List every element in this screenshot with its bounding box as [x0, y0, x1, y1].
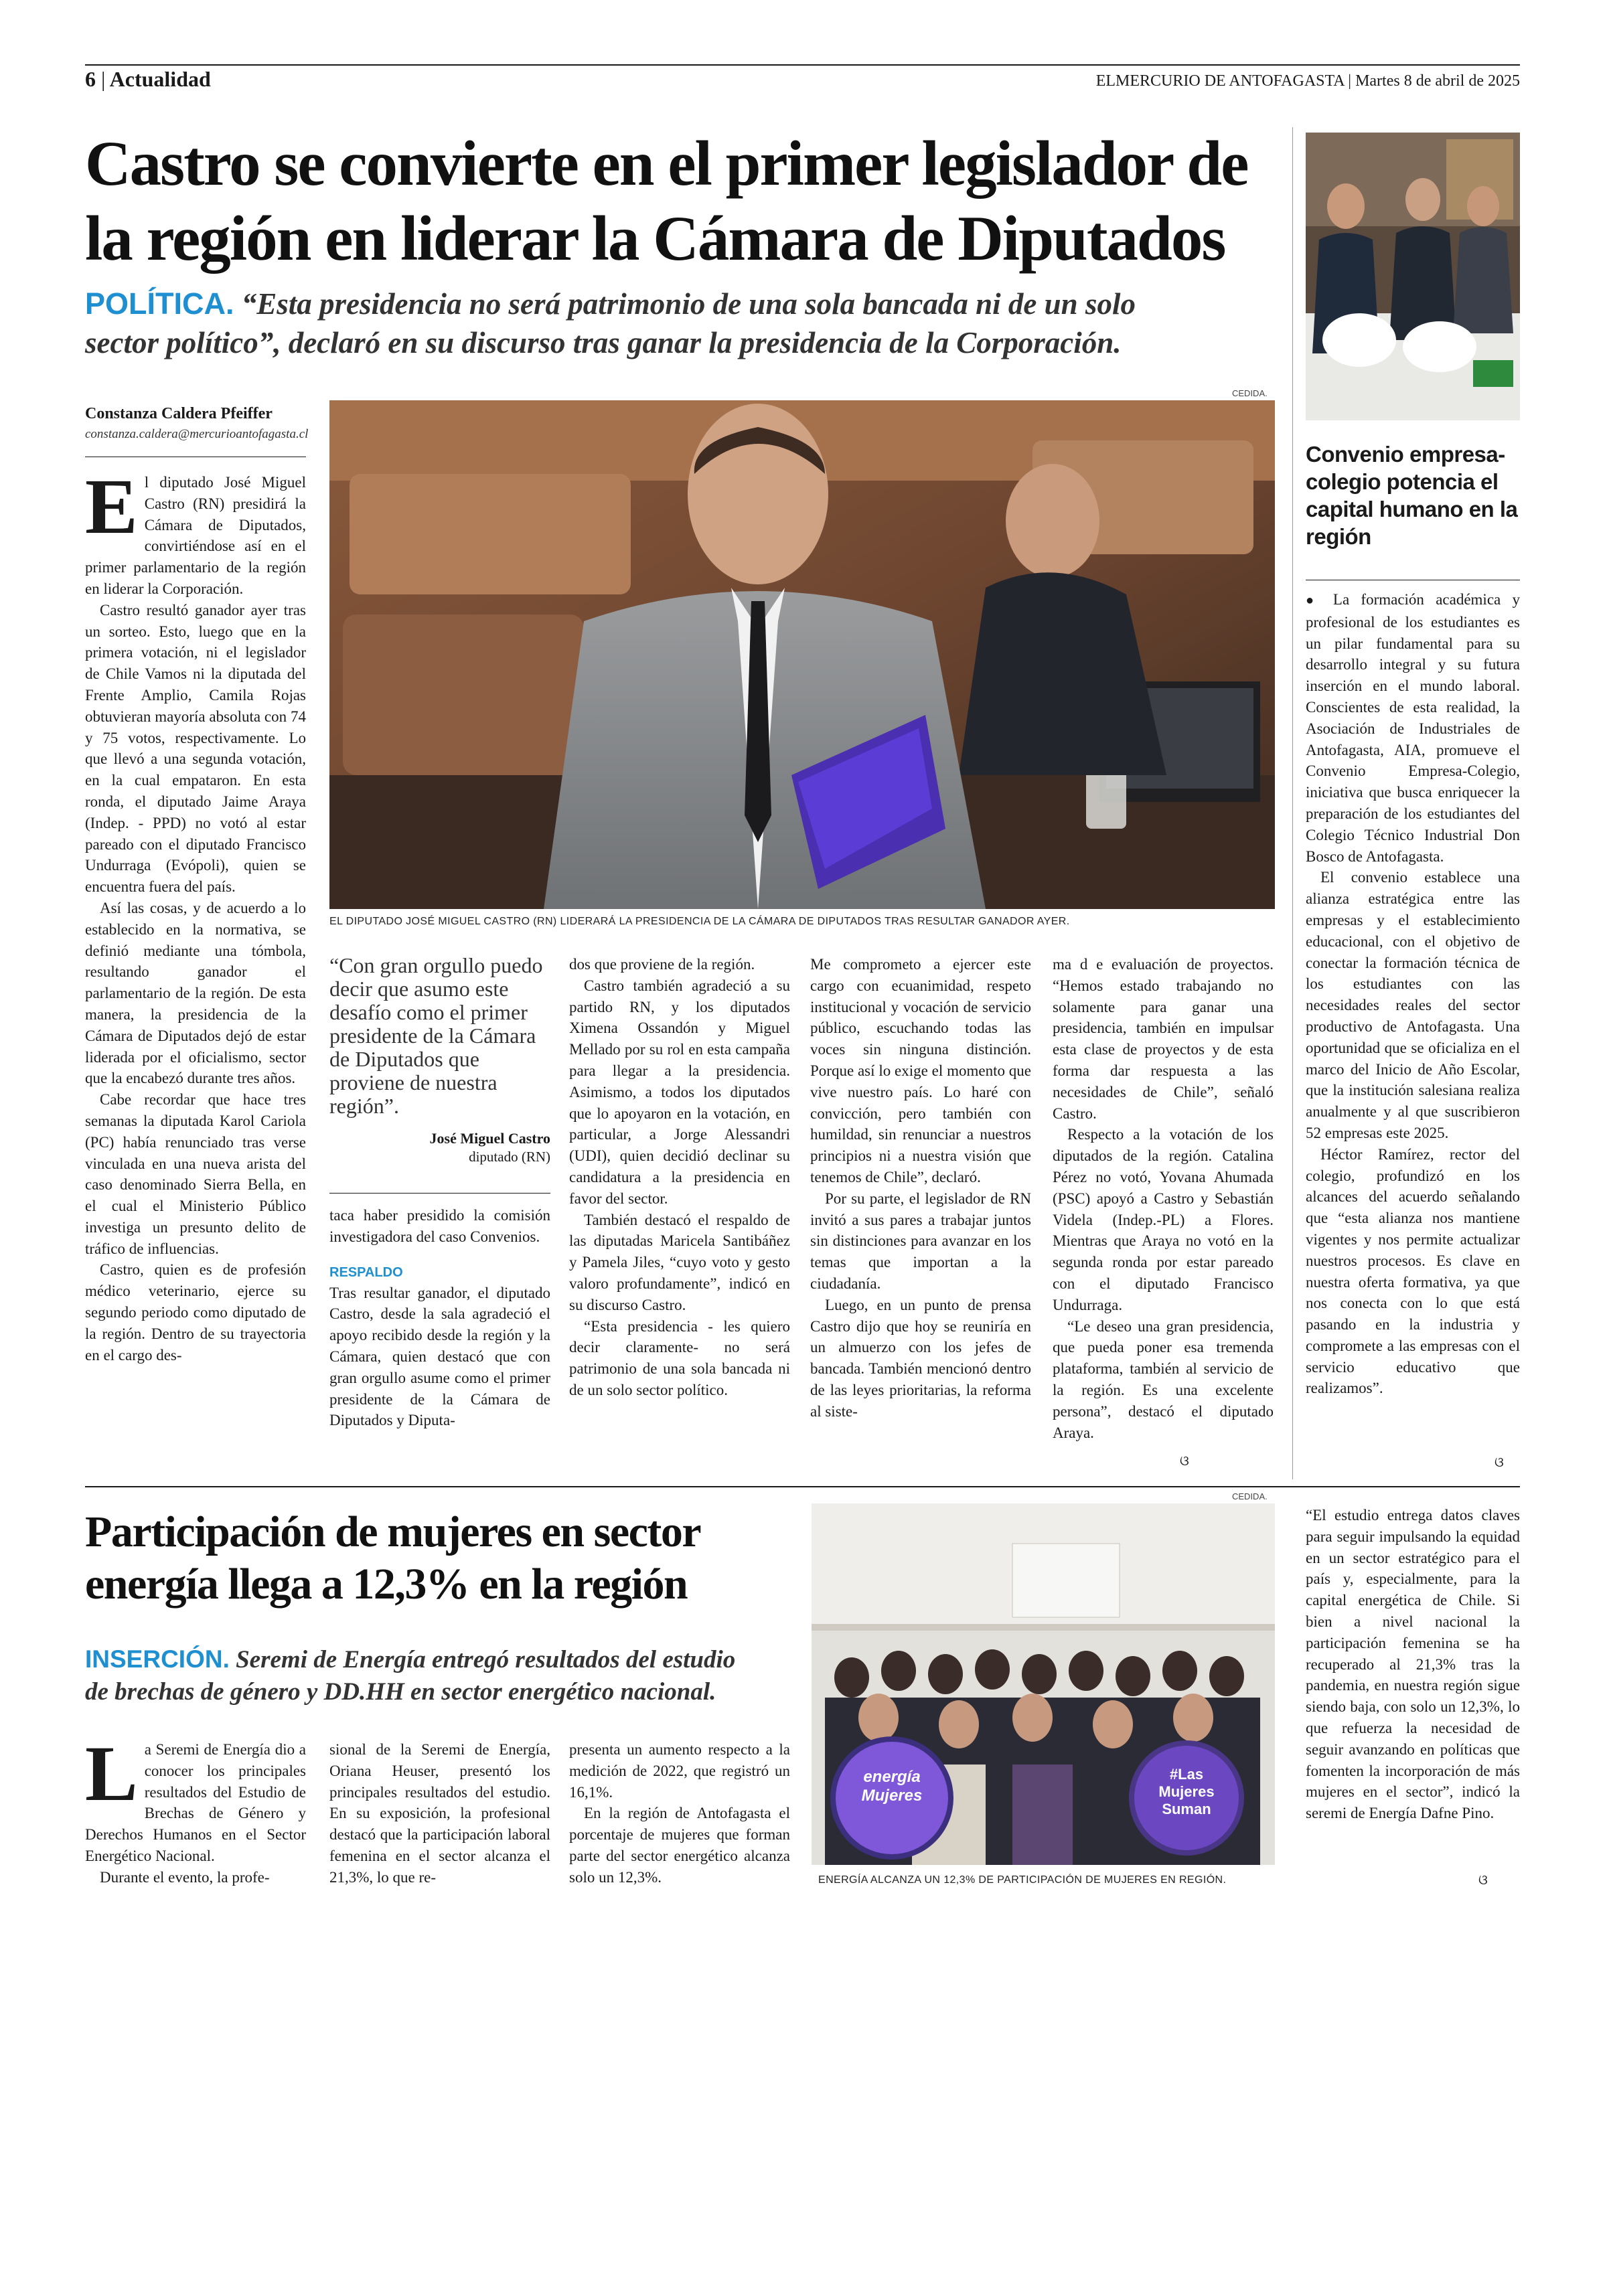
main-col2-after: Tras resultar ganador, el diputado Castro, desde la sala agradeció el apoyo recibido desde la región y la Cámara, quien destacó que con gran orgullo asume como el primer presidente de la Cámara de Diputados y Diputa-	[329, 1284, 550, 1429]
second-photo-credit: CEDIDA.	[1232, 1491, 1268, 1501]
side-column-rule	[1292, 127, 1293, 1479]
main-col4	[810, 954, 1031, 1486]
second-deck-line1: Seremi de Energía entregó resultados del estudio	[236, 1646, 736, 1673]
page-number: 6	[85, 67, 96, 91]
second-headline-line2: energía llega a 12,3% en la región	[85, 1560, 688, 1609]
main-col1	[85, 472, 306, 1483]
second-photo	[812, 1503, 1275, 1865]
main-kicker: POLÍTICA.	[85, 286, 234, 321]
second-col1-p2: Durante el evento, la profe-	[100, 1868, 270, 1886]
second-col3	[569, 1739, 790, 1906]
main-headline-line2: la región en liderar la Cámara de Diputados	[85, 203, 1225, 274]
main-headline	[85, 126, 1277, 276]
second-col2	[329, 1739, 550, 1906]
side-photo	[1306, 133, 1520, 420]
main-col4-p1: Me comprometo a ejercer este cargo con ecuanimidad, respeto institucional y vocación de servicio público, escuchando todas las voces sin ninguna distinción. Porque así lo exige el momento que vive nuestro país. Lo haré con convicción, pero también con humildad, sin renunciar a nuestros principios ni a nuestra visión que tenemos de Chile”, declaró.	[810, 956, 1031, 1185]
second-kicker: INSERCIÓN.	[85, 1645, 230, 1673]
publication-date: Martes 8 de abril de 2025	[1355, 72, 1520, 90]
main-col1-p2: Castro resultó ganador ayer tras un sorteo. Esto, luego que en la primera votación, ni el legislador de Chile Vamos ni la diputada del Frente Amplio, Camila Rojas obtuvieran mayoría absoluta con 74 y 75 votos, respectivamente. Lo que llevó a una segunda votación, en la cual empataron. En esta ronda, el diputado Jaime Araya (Indep. - PPD) no votó al estar pareado con el diputado Francisco Undurraga (Evópoli), quien se encuentra fuera del país.	[85, 601, 306, 896]
second-col1	[85, 1739, 306, 1906]
pull-quote-role: diputado (RN)	[469, 1149, 550, 1165]
second-end-mark-icon: ଓ	[1478, 1872, 1488, 1888]
author-name: Constanza Caldera Pfeiffer	[85, 405, 273, 422]
second-dropcap: L	[85, 1739, 138, 1817]
section-name: Actualidad	[109, 67, 211, 91]
side-p2: El convenio establece una alianza estratégica entre las empresas y el establecimiento educacional, con el objetivo de conectar la formación técnica de los estudiantes con las necesidades reales del sector productivo de Antofagasta. Una oportunidad que se oficializa en el marco del Inicio de Año Escolar, que la institución salesiana realiza anualmente y al que suscribieron 52 empresas este 2025.	[1306, 869, 1520, 1141]
section-divider	[85, 1486, 1520, 1487]
second-photo-caption: ENERGÍA ALCANZA UN 12,3% DE PARTICIPACIÓN DE MUJERES EN REGIÓN.	[818, 1874, 1227, 1886]
convenio-ceremony-photo	[1306, 133, 1520, 420]
main-col5	[1053, 954, 1274, 1486]
main-col3-p4: “Esta presidencia - les quiero decir claramente- no será patrimonio de una sola bancada ni de un solo sector político.	[569, 1317, 790, 1398]
second-deck-line2: de brechas de género y DD.HH en sector energético nacional.	[85, 1678, 716, 1706]
main-col1-p4: Cabe recordar que hace tres semanas la diputada Karol Cariola (PC) había renunciado tras verse vinculada en una nueva arista del caso denominado Sierra Bella, en el cual el Ministerio Público investiga un presunto delito de tráfico de influencias.	[85, 1091, 306, 1257]
second-col2-p1: sional de la Seremi de Energía, Oriana Heuser, presentó los principales resultados del estudio. En su exposición, la profesional destacó que la participación laboral femenina en el sector alcanza el 21,3%, lo que re-	[329, 1741, 550, 1886]
second-col4	[1306, 1505, 1520, 1893]
second-headline	[85, 1506, 795, 1611]
main-col4-p3: Luego, en un punto de prensa Castro dijo que hoy se reuniría en un almuerzo con los jefes de bancada. También mencionó dentro de las leyes prioritarias, la reforma al siste-	[810, 1296, 1031, 1420]
pull-quote-text: “Con gran orgullo puedo decir que asumo este desafío como el primer presidente de la Cámara de Diputados que proviene de nuestra región”.	[329, 953, 543, 1118]
pull-quote	[329, 954, 550, 1165]
second-deck	[85, 1643, 808, 1708]
main-col3	[569, 954, 790, 1486]
main-col2-cont: taca haber presidido la comisión investigadora del caso Convenios.	[329, 1207, 550, 1245]
end-mark-icon: ଓ	[1180, 1453, 1189, 1469]
pull-quote-name: José Miguel Castro	[429, 1130, 550, 1147]
main-col1-p1: l diputado José Miguel Castro (RN) presidirá la Cámara de Diputados, convirtiéndose así en el primer parlamentario de la región en liderar la Corporación.	[85, 474, 306, 597]
main-col3-p3: También destacó el respaldo de las diputadas Maricela Santibáñez y Pamela Jiles, “cuyo voto y gesto valoro profundamente”, indicó en su discurso Castro.	[569, 1211, 790, 1313]
second-col1-p1: a Seremi de Energía dio a conocer los principales resultados del Estudio de Brechas de Género y Derechos Humanos en el Sector Energético Nacional.	[85, 1741, 306, 1864]
bullet-icon: ●	[1306, 593, 1322, 608]
main-photo-caption: EL DIPUTADO JOSÉ MIGUEL CASTRO (RN) LIDERARÁ LA PRESIDENCIA DE LA CÁMARA DE DIPUTADOS TRAS RESULTAR GANADOR AYER.	[329, 916, 1070, 927]
side-end-mark-icon: ଓ	[1495, 1454, 1504, 1470]
publication-info: ELMERCURIO DE ANTOFAGASTA | Martes 8 de abril de 2025	[1095, 72, 1520, 90]
main-deck	[85, 284, 1277, 362]
second-col3-p2: En la región de Antofagasta el porcentaje de mujeres que forman parte del sector energético alcanza solo un 12,3%.	[569, 1805, 790, 1886]
main-dropcap: E	[85, 472, 138, 550]
banner-left: energía Mujeres	[861, 1768, 923, 1805]
header-rule	[85, 64, 1520, 66]
author-email: constanza.caldera@mercurioantofagasta.cl	[85, 427, 309, 441]
subhead-respaldo: RESPALDO	[329, 1264, 403, 1280]
main-col1-p3: Así las cosas, y de acuerdo a lo establecido en la normativa, se definió mediante una tómbola, resultando ganador el parlamentario de la región. De esta manera, la presidencia de la Cámara de Diputados dejó de estar liderada por el oficialismo, sector que la encabezó durante tres años.	[85, 899, 306, 1087]
main-col4-p2: Por su parte, el legislador de RN invitó a sus pares a trabajar juntos sin distinciones para avanzar en los temas que importan a la ciudadanía.	[810, 1190, 1031, 1292]
side-body	[1306, 589, 1520, 1483]
main-col1-p5: Castro, quien es de profesión médico veterinario, ejerce su segundo periodo como diputado de la región. Dentro de su trayectoria en el cargo des-	[85, 1261, 306, 1364]
pull-quote-rule	[329, 1193, 550, 1194]
main-col3-p1: dos que proviene de la región.	[569, 956, 755, 973]
main-deck-line2: sector político”, declaró en su discurso tras ganar la presidencia de la Corporación.	[85, 326, 1122, 359]
main-col3-p2: Castro también agradeció a su partido RN, y los diputados Ximena Ossandón y Miguel Mellado por su rol en esta campaña para llegar a la presidencia. Asimismo, a todos los diputados que lo apoyaron en la votación, en particular, a Jorge Alessandri (UDI), quien decidió declinar su candidatura a la presidencia en favor del sector.	[569, 977, 790, 1207]
castro-parliament-photo	[329, 400, 1275, 909]
main-col5-p1: ma d e evaluación de proyectos. “Hemos estado trabajando no solamente para ganar una presidencia, también en impulsar esta clase de proyectos y de esta forma dar respuesta a las necesidades de Chile”, señaló Castro.	[1053, 956, 1274, 1122]
main-col5-p2: Respecto a la votación de los diputados de la región. Catalina Pérez no votó, Yovana Ahumada (PSC) apoyó a Castro y Sebastián Videla (Indep.-PL) a Flores. Mientras que Araya no votó en la segunda ronda por estar pareado con el diputado Francisco Undurraga.	[1053, 1126, 1274, 1313]
main-photo-credit: CEDIDA.	[1232, 388, 1268, 398]
main-headline-line1: Castro se convierte en el primer legislador de	[85, 128, 1248, 199]
second-headline-line1: Participación de mujeres en sector	[85, 1507, 701, 1556]
main-photo	[329, 400, 1275, 909]
main-col5-p3: “Le deseo una gran presidencia, que pueda poner esa tremenda plataforma, también al servicio de la región. Es una excelente persona”, destacó el diputado Araya.	[1053, 1317, 1274, 1441]
side-p1: La formación académica y profesional de los estudiantes es un pilar fundamental para su desarrollo integral y su futura inserción en el mundo laboral. Conscientes de esta realidad, la Asociación de Industriales de Antofagasta, AIA, promueve el Convenio Empresa-Colegio, iniciativa que busca enriquecer la preparación de los estudiantes del Colegio Técnico Industrial Don Bosco de Antofagasta.	[1306, 591, 1520, 865]
second-col4-p1: “El estudio entrega datos claves para seguir impulsando la equidad en un sector estratégico para el país y, especialmente, para la capital energética de Chile. Si bien a nivel nacional la participación femenina se ha recuperado al 21,3% tras la pandemia, en nuestra región sigue siendo baja, con solo un 12,3%, lo que refuerza la necesidad de seguir avanzando en políticas que fomenten la incorporación de más mujeres en el sector”, indicó la seremi de Energía Dafne Pino.	[1306, 1507, 1520, 1822]
banner-right: #Las Mujeres Suman	[1158, 1766, 1215, 1817]
main-deck-line1: “Esta presidencia no será patrimonio de una sola bancada ni de un solo	[241, 287, 1136, 321]
page-header: 6 | Actualidad	[85, 67, 211, 91]
publication-name: ELMERCURIO DE ANTOFAGASTA	[1095, 72, 1345, 90]
main-col2	[329, 1205, 550, 1486]
author-block	[85, 405, 326, 442]
side-p3: Héctor Ramírez, rector del colegio, profundizó en los alcances del acuerdo señalando que “esta alianza nos mantiene vigentes y nos permite actualizar nuestros procesos. Es clave en nuestra oferta formativa, ya que nos conecta con lo que está pasando en la industria y compromete a las empresas con el servicio educativo que realizamos”.	[1306, 1145, 1520, 1397]
second-col3-p1: presenta un aumento respecto a la medición de 2022, que registró un 16,1%.	[569, 1741, 790, 1801]
side-headline: Convenio empresa-colegio potencia el capital humano en la región	[1306, 442, 1518, 549]
